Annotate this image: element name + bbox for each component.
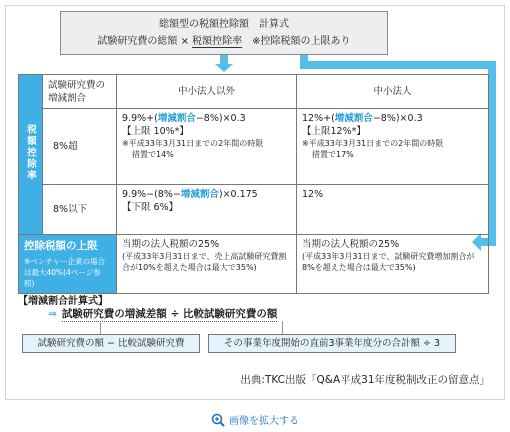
connector-line — [100, 321, 101, 334]
connector-line — [300, 61, 496, 69]
formula-title: 総額型の税額控除額 計算式 — [159, 19, 289, 30]
limit-large-cell: 当期の法人税額の25% (平成33年3月31日まで、売上高試験研究費割合が10%を超えた場合は最大で35%) — [117, 235, 297, 294]
formula-line — [61, 35, 387, 48]
arrow-down-head-icon — [215, 64, 233, 72]
limit-label-cell: 控除税額の上限 ※ベンチャー企業の場合は最大40%(4ページ参照) — [19, 235, 117, 294]
formula-part1: 試験研究費の総額 × — [97, 36, 193, 47]
header-small: 中小法人 — [297, 75, 489, 109]
connector-line — [282, 321, 283, 334]
cell-small-over: 12%+(増減割合−8%)×0.3 【上限12%*】 ※平成33年3月31日までの2年間の時限 措置で17% — [297, 109, 489, 185]
cell-large-over: 9.9%+(増減割合−8%)×0.3 【上限 10%*】 ※平成33年3月31日までの2年間の時限 措置で14% — [117, 109, 297, 185]
cell-small-under: 12% — [297, 185, 489, 235]
limit-small-cell: 当期の法人税額の25% (平成33年3月31日まで、試験研究費増加割合が8%を超えた場合は最大で35%) — [297, 235, 489, 294]
calc-formula: ⇒ 試験研究費の増減差額 ÷ 比較試験研究費の額 — [48, 308, 278, 320]
side-label: 税額控除率 — [19, 75, 43, 235]
header-large: 中小法人以外 — [117, 75, 297, 109]
tax-credit-table — [18, 74, 489, 294]
header-ratio: 試験研究費の増減割合 — [43, 75, 117, 109]
formula-note: ※控除税額の上限あり — [252, 36, 351, 47]
source-credit: 出典:TKC出版「Q&A平成31年度税制改正の留意点」 — [240, 374, 490, 386]
arrow-right-icon: ⇒ — [48, 308, 57, 320]
ratio-over-8: 8%超 — [43, 109, 117, 185]
formula-rate: 税額控除率 — [192, 36, 243, 47]
connector-line — [488, 61, 496, 246]
zoom-link[interactable] — [0, 412, 510, 427]
calc-title: 【増減割合計算式】 — [18, 296, 108, 307]
ratio-under-8: 8%以下 — [43, 185, 117, 235]
zoom-in-icon — [211, 413, 225, 427]
diff-definition: 試験研究費の額 − 比較試験研究費 — [22, 334, 200, 353]
zoom-link-label[interactable]: 画像を拡大する — [229, 416, 299, 427]
cell-large-under: 9.9%−(8%−増減割合)×0.175 【下限 6%】 — [117, 185, 297, 235]
formula-box — [60, 11, 388, 55]
comparison-definition: その事業年度開始の直前3事業年度分の合計額 ÷ 3 — [208, 334, 456, 353]
